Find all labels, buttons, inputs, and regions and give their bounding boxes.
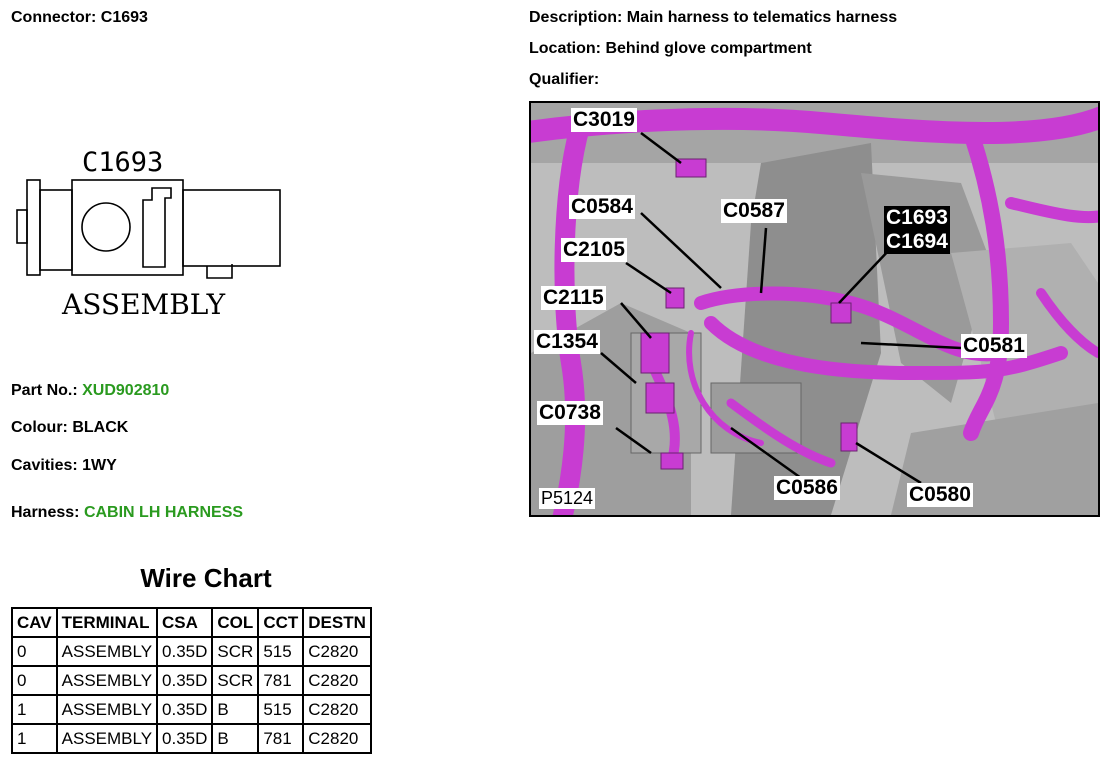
location-value: Behind glove compartment <box>605 40 812 57</box>
cell-destn: C2820 <box>303 637 371 666</box>
cell-terminal: ASSEMBLY <box>57 637 157 666</box>
cell-cct: 515 <box>258 637 303 666</box>
cell-destn: C2820 <box>303 724 371 753</box>
table-row <box>12 666 371 695</box>
drawing-caption: ASSEMBLY <box>62 288 226 321</box>
callout-c2105: C2105 <box>563 238 625 261</box>
table-row <box>12 695 371 724</box>
location-field <box>529 40 812 58</box>
callout-c0586: C0586 <box>776 476 838 499</box>
location-photo-art <box>531 103 1098 515</box>
description-value: Main harness to telematics harness <box>626 9 898 26</box>
part-no-field <box>11 382 169 400</box>
callout-c0738: C0738 <box>539 401 601 424</box>
cell-csa: 0.35D <box>157 695 212 724</box>
header-col: COL <box>212 608 258 637</box>
table-row <box>12 724 371 753</box>
connector-field <box>11 9 148 27</box>
callout-c0584: C0584 <box>571 195 633 218</box>
callout-c3019: C3019 <box>573 108 635 131</box>
callout-c0587: C0587 <box>723 199 785 222</box>
cell-terminal: ASSEMBLY <box>57 666 157 695</box>
cell-cav: 1 <box>12 695 57 724</box>
harness-field <box>11 504 243 522</box>
colour-label: Colour: <box>11 419 68 436</box>
callout-c1693: C1693 <box>886 206 948 229</box>
harness-link[interactable]: CABIN LH HARNESS <box>83 504 244 521</box>
photo-reference: P5124 <box>541 488 594 508</box>
part-no-label: Part No.: <box>11 382 78 399</box>
cell-col: B <box>212 724 258 753</box>
cell-col: B <box>212 695 258 724</box>
wire-chart-header-row <box>12 608 371 637</box>
qualifier-label: Qualifier: <box>529 71 600 88</box>
location-label: Location: <box>529 40 601 57</box>
header-cav: CAV <box>12 608 57 637</box>
cell-csa: 0.35D <box>157 666 212 695</box>
cell-terminal: ASSEMBLY <box>57 695 157 724</box>
wire-chart-table <box>11 607 372 754</box>
location-photo <box>529 101 1100 517</box>
colour-value: BLACK <box>72 419 129 436</box>
table-row <box>12 637 371 666</box>
cell-destn: C2820 <box>303 666 371 695</box>
harness-label: Harness: <box>11 504 80 521</box>
callout-c2115: C2115 <box>543 286 604 309</box>
callout-c0581: C0581 <box>963 334 1025 357</box>
description-field <box>529 9 897 27</box>
header-csa: CSA <box>157 608 212 637</box>
cell-cav: 1 <box>12 724 57 753</box>
cell-terminal: ASSEMBLY <box>57 724 157 753</box>
connector-drawing <box>10 140 290 330</box>
cell-cct: 781 <box>258 666 303 695</box>
header-destn: DESTN <box>303 608 371 637</box>
drawing-connector-id: C1693 <box>82 147 164 178</box>
cell-cct: 515 <box>258 695 303 724</box>
callout-c1694: C1694 <box>886 230 948 253</box>
wire-chart-title: Wire Chart <box>140 563 272 593</box>
header-terminal: TERMINAL <box>57 608 157 637</box>
cell-cav: 0 <box>12 637 57 666</box>
cavities-value: 1WY <box>82 457 117 474</box>
part-no-link[interactable]: XUD902810 <box>82 382 170 399</box>
cell-csa: 0.35D <box>157 724 212 753</box>
cell-cav: 0 <box>12 666 57 695</box>
cell-csa: 0.35D <box>157 637 212 666</box>
description-label: Description: <box>529 9 623 26</box>
cavities-field <box>11 457 117 475</box>
cell-col: SCR <box>212 637 258 666</box>
cell-destn: C2820 <box>303 695 371 724</box>
cavities-label: Cavities: <box>11 457 78 474</box>
connector-value: C1693 <box>100 9 148 26</box>
callout-c0580: C0580 <box>909 483 971 506</box>
connector-label: Connector: <box>11 9 97 26</box>
qualifier-field <box>529 71 599 89</box>
colour-field <box>11 419 128 437</box>
cell-cct: 781 <box>258 724 303 753</box>
header-cct: CCT <box>258 608 303 637</box>
callout-c1354: C1354 <box>536 330 598 353</box>
cell-col: SCR <box>212 666 258 695</box>
